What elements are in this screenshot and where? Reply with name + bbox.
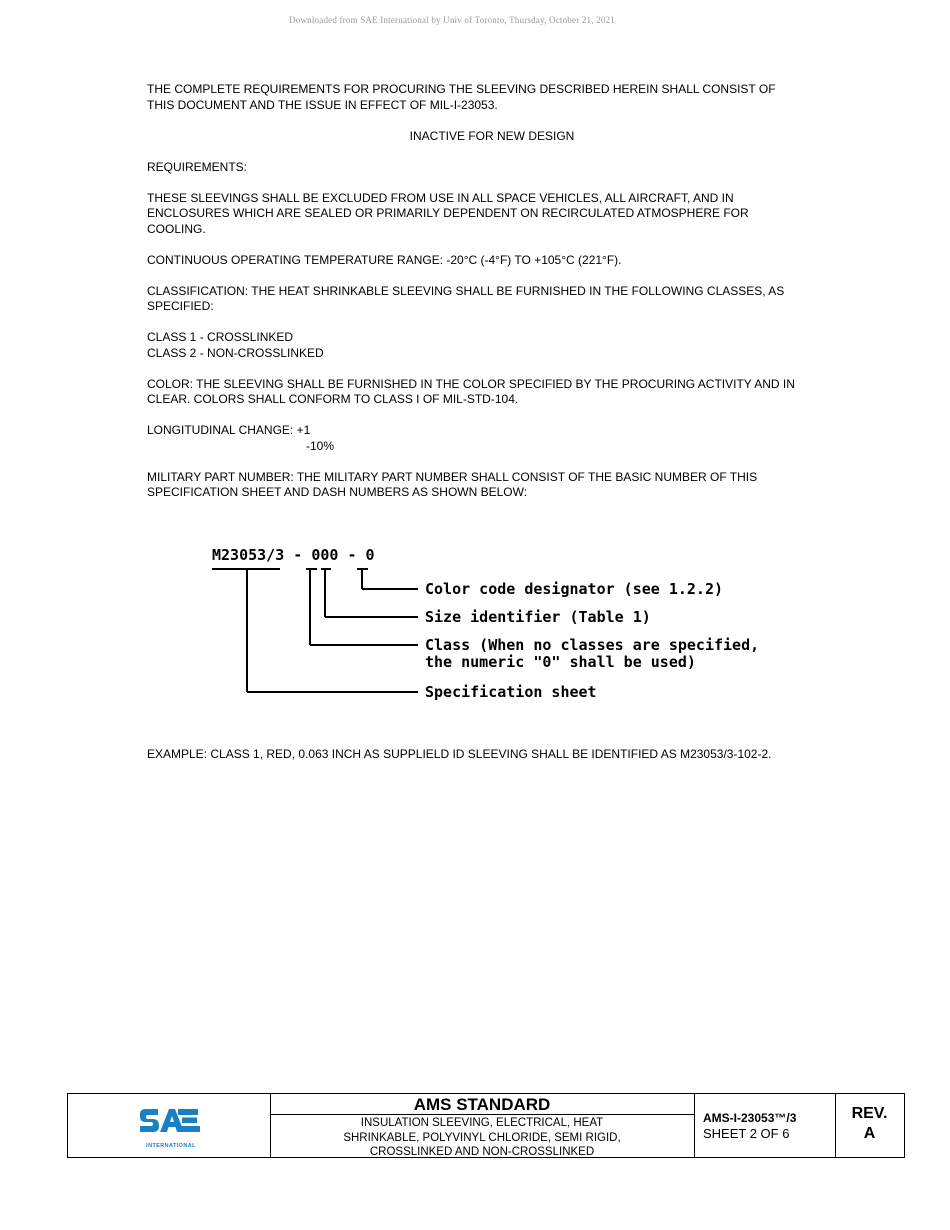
sae-logo-icon [138,1108,204,1144]
label-color-designator: Color code designator (see 1.2.2) [425,580,724,598]
part-number-text: SPECIFICATION SHEET AND DASH NUMBERS AS SHOWN BELOW: [147,485,528,499]
class-item: CLASS 2 - NON-CROSSLINKED [147,345,324,360]
revision-value: A [863,1125,876,1142]
exclusion-text: ENCLOSURES WHICH ARE SEALED OR PRIMARILY DEPENDENT ON RECIRCULATED ATMOSPHERE FOR [147,206,749,220]
label-specification-sheet: Specification sheet [425,683,597,701]
standard-title: AMS STANDARD [270,1094,694,1115]
sae-logo-cell [68,1094,271,1157]
leader-lines [212,569,418,692]
title-block [67,1093,905,1158]
download-watermark: Downloaded from SAE International by Univ of Toronto, Thursday, October 21, 2021 [289,15,615,25]
document-body [147,82,837,501]
title-cell [270,1094,695,1157]
inactive-notice: INACTIVE FOR NEW DESIGN [409,128,575,143]
requirements-heading: REQUIREMENTS: [147,159,248,174]
temperature-range: CONTINUOUS OPERATING TEMPERATURE RANGE: -20°C (-4°F) TO +105°C (221°F). [147,252,622,267]
revision-cell [835,1094,904,1157]
part-number-breakdown [205,540,765,710]
exclusion-text: THESE SLEEVINGS SHALL BE EXCLUDED FROM USE IN ALL SPACE VEHICLES, ALL AIRCRAFT, AND IN [147,190,734,205]
sae-international-text: INTERNATIONAL [146,1143,196,1149]
document-number-cell [694,1094,836,1157]
color-text: COLOR: THE SLEEVING SHALL BE FURNISHED IN THE COLOR SPECIFIED BY THE PROCURING ACTIVITY AND IN [147,376,795,391]
label-class-note: the numeric "0" shall be used) [425,653,696,671]
exclusion-text: COOLING. [147,221,206,236]
document-description [270,1115,694,1160]
class-item: CLASS 1 - CROSSLINKED [147,330,294,344]
classification-text: CLASSIFICATION: THE HEAT SHRINKABLE SLEEVING SHALL BE FURNISHED IN THE FOLLOWING CLASSES, AS [147,283,785,298]
description-line: INSULATION SLEEVING, ELECTRICAL, HEAT [360,1117,604,1129]
intro-text: THE COMPLETE REQUIREMENTS FOR PROCURING THE SLEEVING DESCRIBED HEREIN SHALL CONSIST OF [147,82,776,96]
revision-label: REV. [851,1105,888,1122]
diagram-part-number: M23053/3 - 000 - 0 [212,546,375,564]
longitudinal-change-minus: -10% [306,438,335,453]
part-number-diagram [205,540,765,710]
label-class: Class (When no classes are specified, [425,636,760,654]
color-text: CLEAR. COLORS SHALL CONFORM TO CLASS I OF MIL-STD-104. [147,392,519,406]
document-number: AMS-I-23053™/3 [703,1111,797,1125]
classification-text: SPECIFIED: [147,299,214,313]
sheet-number: SHEET 2 OF 6 [703,1126,790,1141]
part-number-text: MILITARY PART NUMBER: THE MILITARY PART NUMBER SHALL CONSIST OF THE BASIC NUMBER OF THIS [147,469,758,484]
example-text: EXAMPLE: CLASS 1, RED, 0.063 INCH AS SUPPLIELD ID SLEEVING SHALL BE IDENTIFIED AS M23053/3-102-2. [147,747,772,761]
description-line: CROSSLINKED AND NON-CROSSLINKED [369,1146,595,1158]
description-line: SHRINKABLE, POLYVINYL CHLORIDE, SEMI RIGID, [343,1131,621,1144]
intro-text: THIS DOCUMENT AND THE ISSUE IN EFFECT OF MIL-I-23053. [147,97,498,112]
longitudinal-change: LONGITUDINAL CHANGE: +1 [147,423,311,437]
label-size-identifier: Size identifier (Table 1) [425,608,651,626]
